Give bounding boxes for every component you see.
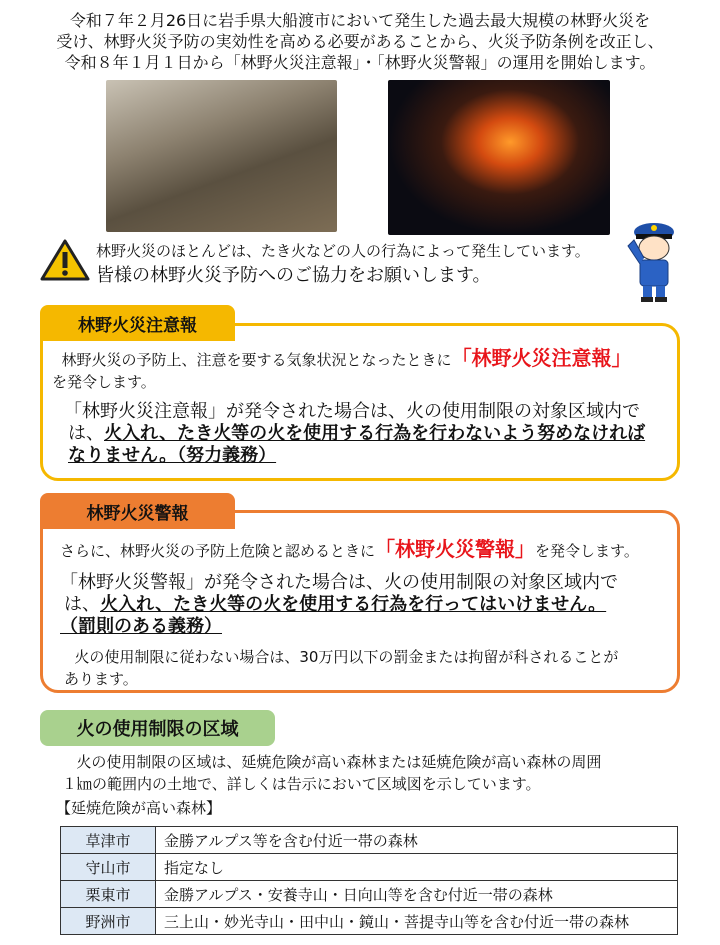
text: 火の使用制限の区域は、延焼危険が高い森林または延焼危険が高い森林の周囲 <box>76 753 602 771</box>
text: １㎞の範囲内の土地で、詳しくは告示において区域図を示しています。 <box>62 775 541 793</box>
obligation-text: 火入れ、たき火等の火を使用する行為を行ってはいけません。 <box>100 594 607 615</box>
forest-cell: 金勝アルプス・安養寺山・日向山等を含む付近一帯の森林 <box>156 881 678 908</box>
night-fire-photo <box>388 80 610 235</box>
forest-cell: 金勝アルプス等を含む付近一帯の森林 <box>156 827 678 854</box>
forest-cell: 三上山・妙光寺山・田中山・鏡山・菩提寺山等を含む付近一帯の森林 <box>156 908 678 935</box>
city-cell: 草津市 <box>61 827 156 854</box>
text: 「林野火災注意報」が発令された場合は、火の使用制限の対象区域内で <box>64 401 640 422</box>
text: さらに、林野火災の予防上危険と認めるときに <box>60 542 376 560</box>
alert-highlight: 「林野火災警報」 <box>375 537 536 561</box>
forest-cell: 指定なし <box>156 854 678 881</box>
intro-text <box>30 10 690 73</box>
forest-table <box>60 826 678 935</box>
city-cell: 守山市 <box>61 854 156 881</box>
text: 林野火災の予防上、注意を要する気象状況となったときに <box>61 351 452 369</box>
text: 火の使用制限に従わない場合は、30万円以下の罰金または拘留が科されることが <box>74 648 619 666</box>
police-mascot-icon <box>624 220 682 304</box>
table-row <box>61 908 678 935</box>
city-cell: 栗東市 <box>61 881 156 908</box>
text: は、 <box>64 594 100 615</box>
caution-title: 林野火災注意報 <box>40 305 235 341</box>
warning-triangle-icon <box>40 238 90 282</box>
obligation-text: 火入れ、たき火等の火を使用する行為を行わないよう努めなければ <box>104 423 646 444</box>
alert-body <box>60 538 675 690</box>
table-row <box>61 854 678 881</box>
text: あります。 <box>64 670 138 688</box>
text: を発令します。 <box>535 542 639 560</box>
text: を発令します。 <box>52 373 156 391</box>
obligation-text: （罰則のある義務） <box>60 616 222 637</box>
zone-title: 火の使用制限の区域 <box>40 710 275 746</box>
table-label: 【延焼危険が高い森林】 <box>56 799 222 817</box>
text: は、 <box>68 423 104 444</box>
alert-title: 林野火災警報 <box>40 493 235 529</box>
obligation-text: なりません。（努力義務） <box>68 445 277 466</box>
city-cell: 野洲市 <box>61 908 156 935</box>
warning-text: 林野火災のほとんどは、たき火などの人の行為によって発生しています。 <box>96 242 590 260</box>
text: 「林野火災警報」が発令された場合は、火の使用制限の対象区域内で <box>60 572 618 593</box>
intro-line: 令和８年１月１日から「林野火災注意報」・「林野火災警報」の運用を開始します。 <box>64 53 656 72</box>
table-row <box>61 881 678 908</box>
caution-highlight: 「林野火災注意報」 <box>451 346 632 370</box>
table-row <box>61 827 678 854</box>
zone-body <box>62 751 682 795</box>
intro-line: 受け、林野火災予防の実効性を高める必要があることから、火災予防条例を改正し、 <box>56 32 664 51</box>
intro-line: 令和７年２月26日に岩手県大船渡市において発生した過去最大規模の林野火災を <box>69 11 651 30</box>
caution-body <box>52 347 672 467</box>
firefighter-photo <box>106 80 337 232</box>
warning-request: 皆様の林野火災予防へのご協力をお願いします。 <box>96 265 491 286</box>
